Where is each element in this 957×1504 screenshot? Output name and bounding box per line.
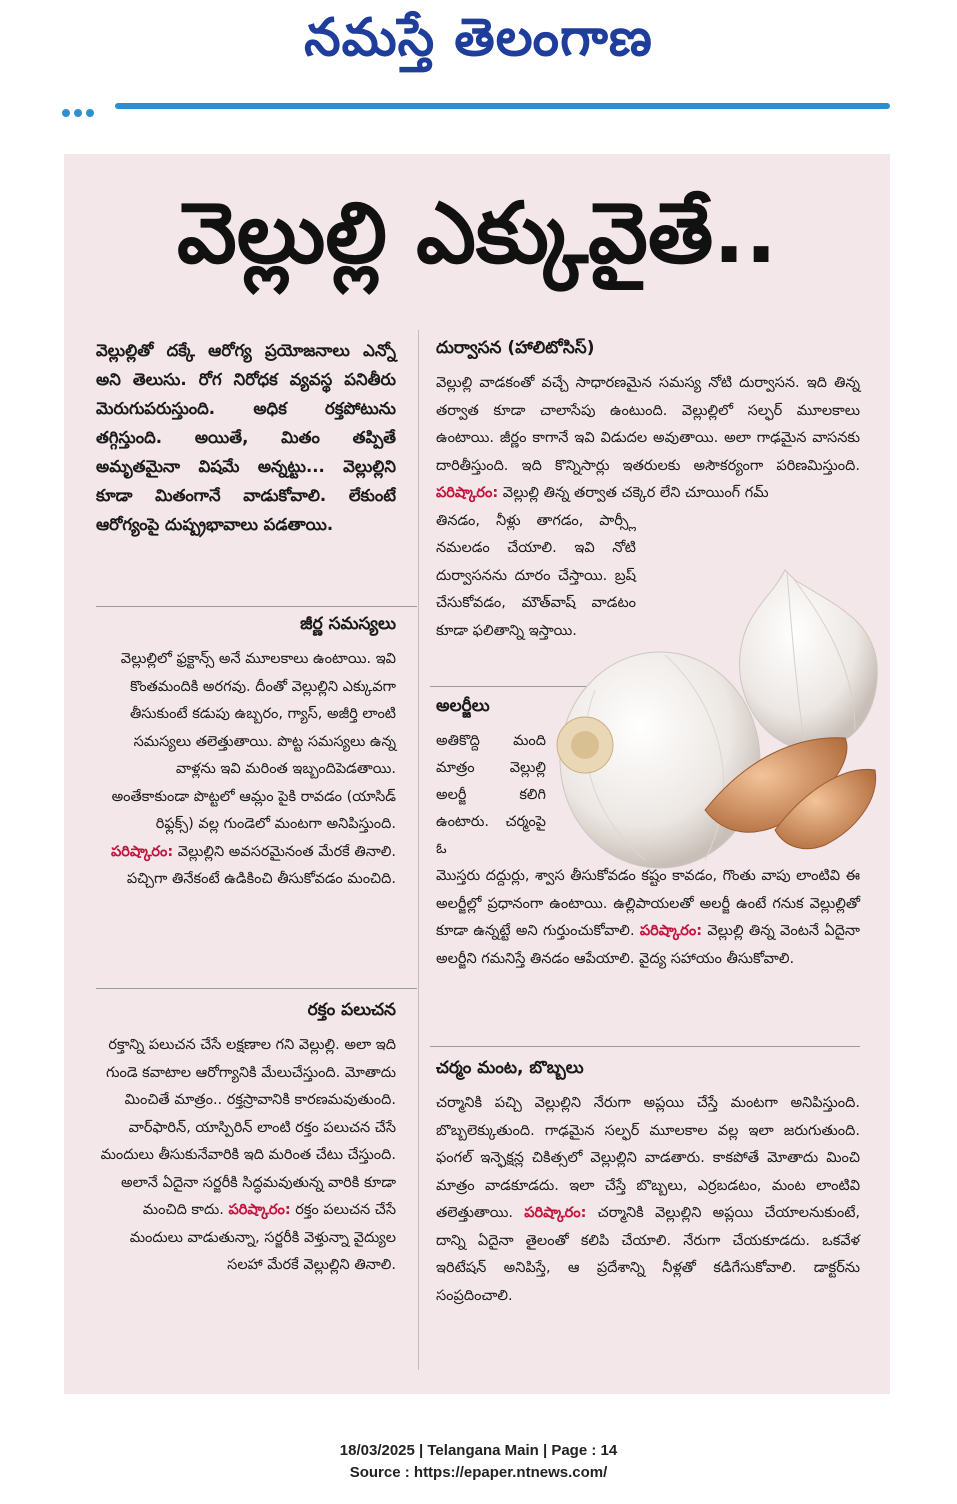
remedy-label: పరిష్కారం: — [228, 1202, 291, 1218]
allergy-short-text: అతికొద్ది మంది మాత్రం వెల్లుల్లి అలర్జీ కలిగి ఉంటారు. చర్మంపై ఓ — [436, 733, 546, 857]
remedy-continued: తినడం, నీళ్లు తాగడం, పార్స్లీ నమలడం చేయాలి. ఇవి నోటి దుర్వాసనను దూరం చేస్తాయి. బ్రష్ చేసుకోవడం, మౌత్‌వాష్ వాడటం కూడా ఫలితాన్ని ఇస్తాయి. — [436, 512, 636, 639]
section-digestion — [96, 614, 396, 894]
section-body — [96, 1032, 396, 1280]
body-text: వెల్లుల్లి వాడకంతో వచ్చే సాధారణమైన సమస్య నోటి దుర్వాసన. ఇది తిన్న తర్వాత కూడా చాలాసేపు ఉంటుంది. వెల్లుల్లిలో సల్ఫర్ మూలకాలు ఉంటాయి. జీర్ణం కాగానే ఇవి విడుదల అవుతాయి. అలా గాఢమైన వాసనకు దారితీస్తుంది. ఇది కొన్నిసార్లు ఇతరులకు అసౌకర్యంగా పరిణమిస్తుంది. — [436, 375, 860, 474]
remedy-label: పరిష్కారం: — [436, 485, 499, 501]
header-rule — [115, 103, 890, 109]
section-skin — [436, 1058, 860, 1310]
remedy-text: రక్తం పలుచన చేసే మందులు వాడుతున్నా, సర్జరీకి వెళ్తున్నా వైద్యుల సలహా మేరకే వెల్లుల్లిని తినాలి. — [129, 1202, 396, 1273]
intro-paragraph: వెల్లుల్లితో దక్కే ఆరోగ్య ప్రయోజనాలు ఎన్నో అని తెలుసు. రోగ నిరోధక వ్యవస్థ పనితీరు మెరుగుపరుస్తుంది. అధిక రక్తపోటును తగ్గిస్తుంది. అయితే, మితం తప్పితే అమృతమైనా విషమే అన్నట్టు... వెల్లుల్లిని కూడా మితంగానే వాడుకోవాలి. లేకుంటే ఆరోగ్యంపై దుష్ప్రభావాలు పడతాయి. — [96, 341, 396, 534]
section-divider — [430, 1046, 860, 1047]
body-text: రక్తాన్ని పలుచన చేసే లక్షణాల గని వెల్లుల్లి. అలా ఇది గుండె కవాటాల ఆరోగ్యానికి మేలుచేస్తుంది. మోతాదు మించితే మాత్రం.. రక్తస్రావానికి కారణమవుతుంది. వార్‌ఫారిన్, యాస్పిరిన్ లాంటి రక్తం పలుచన చేసే మందులు తీసుకునేవారికి ఇది మరింత చేటు చేస్తుంది. అలానే ఏదైనా సర్జరీకి సిద్ధమవుతున్న వారికి కూడా మంచిది కాదు. — [100, 1037, 396, 1218]
section-title: చర్మం మంట, బొబ్బలు — [436, 1058, 584, 1078]
section-title: జీర్ణ సమస్యలు — [300, 614, 396, 634]
section-body — [436, 370, 860, 508]
body-text: చర్మానికి పచ్చి వెల్లుల్లిని నేరుగా అప్లయి చేస్తే మంటగా అనిపిస్తుంది. బొబ్బలెక్కుతుంది. గాఢమైన సల్ఫర్ మూలకాల వల్ల ఇలా జరుగుతుంది. ఫంగల్ ఇన్ఫెక్షన్ల చికిత్సలో వెల్లుల్లిని వాడతారు. కాకపోతే మోతాదు మించి మాత్రం వాడకూడదు. ఇలా చేస్తే బొబ్బలు, ఎర్రబడటం, మంట లాంటివి తలెత్తుతాయి. — [436, 1095, 860, 1221]
section-body — [96, 646, 396, 894]
section-title: అలర్జీలు — [436, 696, 490, 716]
column-divider — [418, 330, 419, 1370]
section-divider — [96, 606, 417, 607]
remedy-text: వెల్లుల్లి తిన్న వెంటనే ఏదైనా అలర్జీని గమనిస్తే తినడం ఆపేయాలి. వైద్య సహాయం తీసుకోవాలి. — [436, 923, 860, 967]
body-text: వెల్లుల్లిలో ఫ్రక్టాన్స్ అనే మూలకాలు ఉంటాయి. ఇవి కొంతమందికి అరగవు. దీంతో వెల్లుల్లిని ఎక్కువగా తీసుకుంటే కడుపు ఉబ్బరం, గ్యాస్, అజీర్తి లాంటి సమస్యలు తలెత్తుతాయి. పొట్ట సమస్యలు ఉన్న వాళ్లను ఇవి మరింత ఇబ్బందిపెడతాయి. అంతేకాకుండా పొట్టలో ఆమ్లం పైకి రావడం (యాసిడ్ రిఫ్లక్స్) వల్ల గుండెలో మంటగా అనిపిస్తుంది. — [111, 651, 396, 832]
section-title: రక్తం పలుచన — [307, 1000, 396, 1020]
remedy-label: పరిష్కారం: — [524, 1205, 587, 1221]
section-body — [436, 1090, 860, 1310]
footer-date-line: 18/03/2025 | Telangana Main | Page : 14 — [339, 1442, 618, 1459]
footer-source-line: Source : https://epaper.ntnews.com/ — [349, 1464, 608, 1481]
remedy-text: చర్మానికి వెల్లుల్లిని అప్లయి చేయాలనుకుంటే, దాన్ని ఏదైనా తైలంతో కలిపి చేయాలి. నేరుగా చేయకూడదు. ఒకవేళ ఇరిటేషన్ అనిపిస్తే, ఆ ప్రదేశాన్ని నీళ్లతో కడిగేసుకోవాలి. డాక్టర్‌ను సంప్రదించాలి. — [436, 1205, 861, 1304]
remedy-label: పరిష్కారం: — [110, 843, 174, 860]
masthead-logo: నమస్తే తెలంగాణ — [304, 8, 653, 68]
section-divider — [96, 988, 417, 989]
body-text: మొస్తరు దద్దుర్లు, శ్వాస తీసుకోవడం కష్టం కావడం, గొంతు వాపు లాంటివి ఈ అలర్జీల్లో ప్రధానంగా ఉంటాయి. ఉల్లిపాయలతో అలర్జీ ఉంటే గనుక వెల్లుల్లితో కూడా ఉన్నట్టే అని గుర్తుంచుకోవాలి. — [436, 868, 860, 939]
decorative-dots — [62, 102, 98, 121]
remedy-text: వెల్లుల్లి తిన్న తర్వాత చక్కెర లేని చూయింగ్ గమ్ — [502, 485, 769, 501]
remedy-text: వెల్లుల్లిని అవసరమైనంత మేరకే తినాలి. పచ్చిగా తినేకంటే ఉడికించి తీసుకోవడం మంచిది. — [126, 843, 396, 887]
garlic-image — [555, 560, 885, 880]
section-title: దుర్వాసన (హాలిటోసిస్) — [436, 338, 595, 358]
remedy-label: పరిష్కారం: — [639, 923, 703, 939]
section-blood — [96, 1000, 396, 1280]
article-headline: వెల్లుల్లి ఎక్కువైతే.. — [176, 184, 777, 282]
